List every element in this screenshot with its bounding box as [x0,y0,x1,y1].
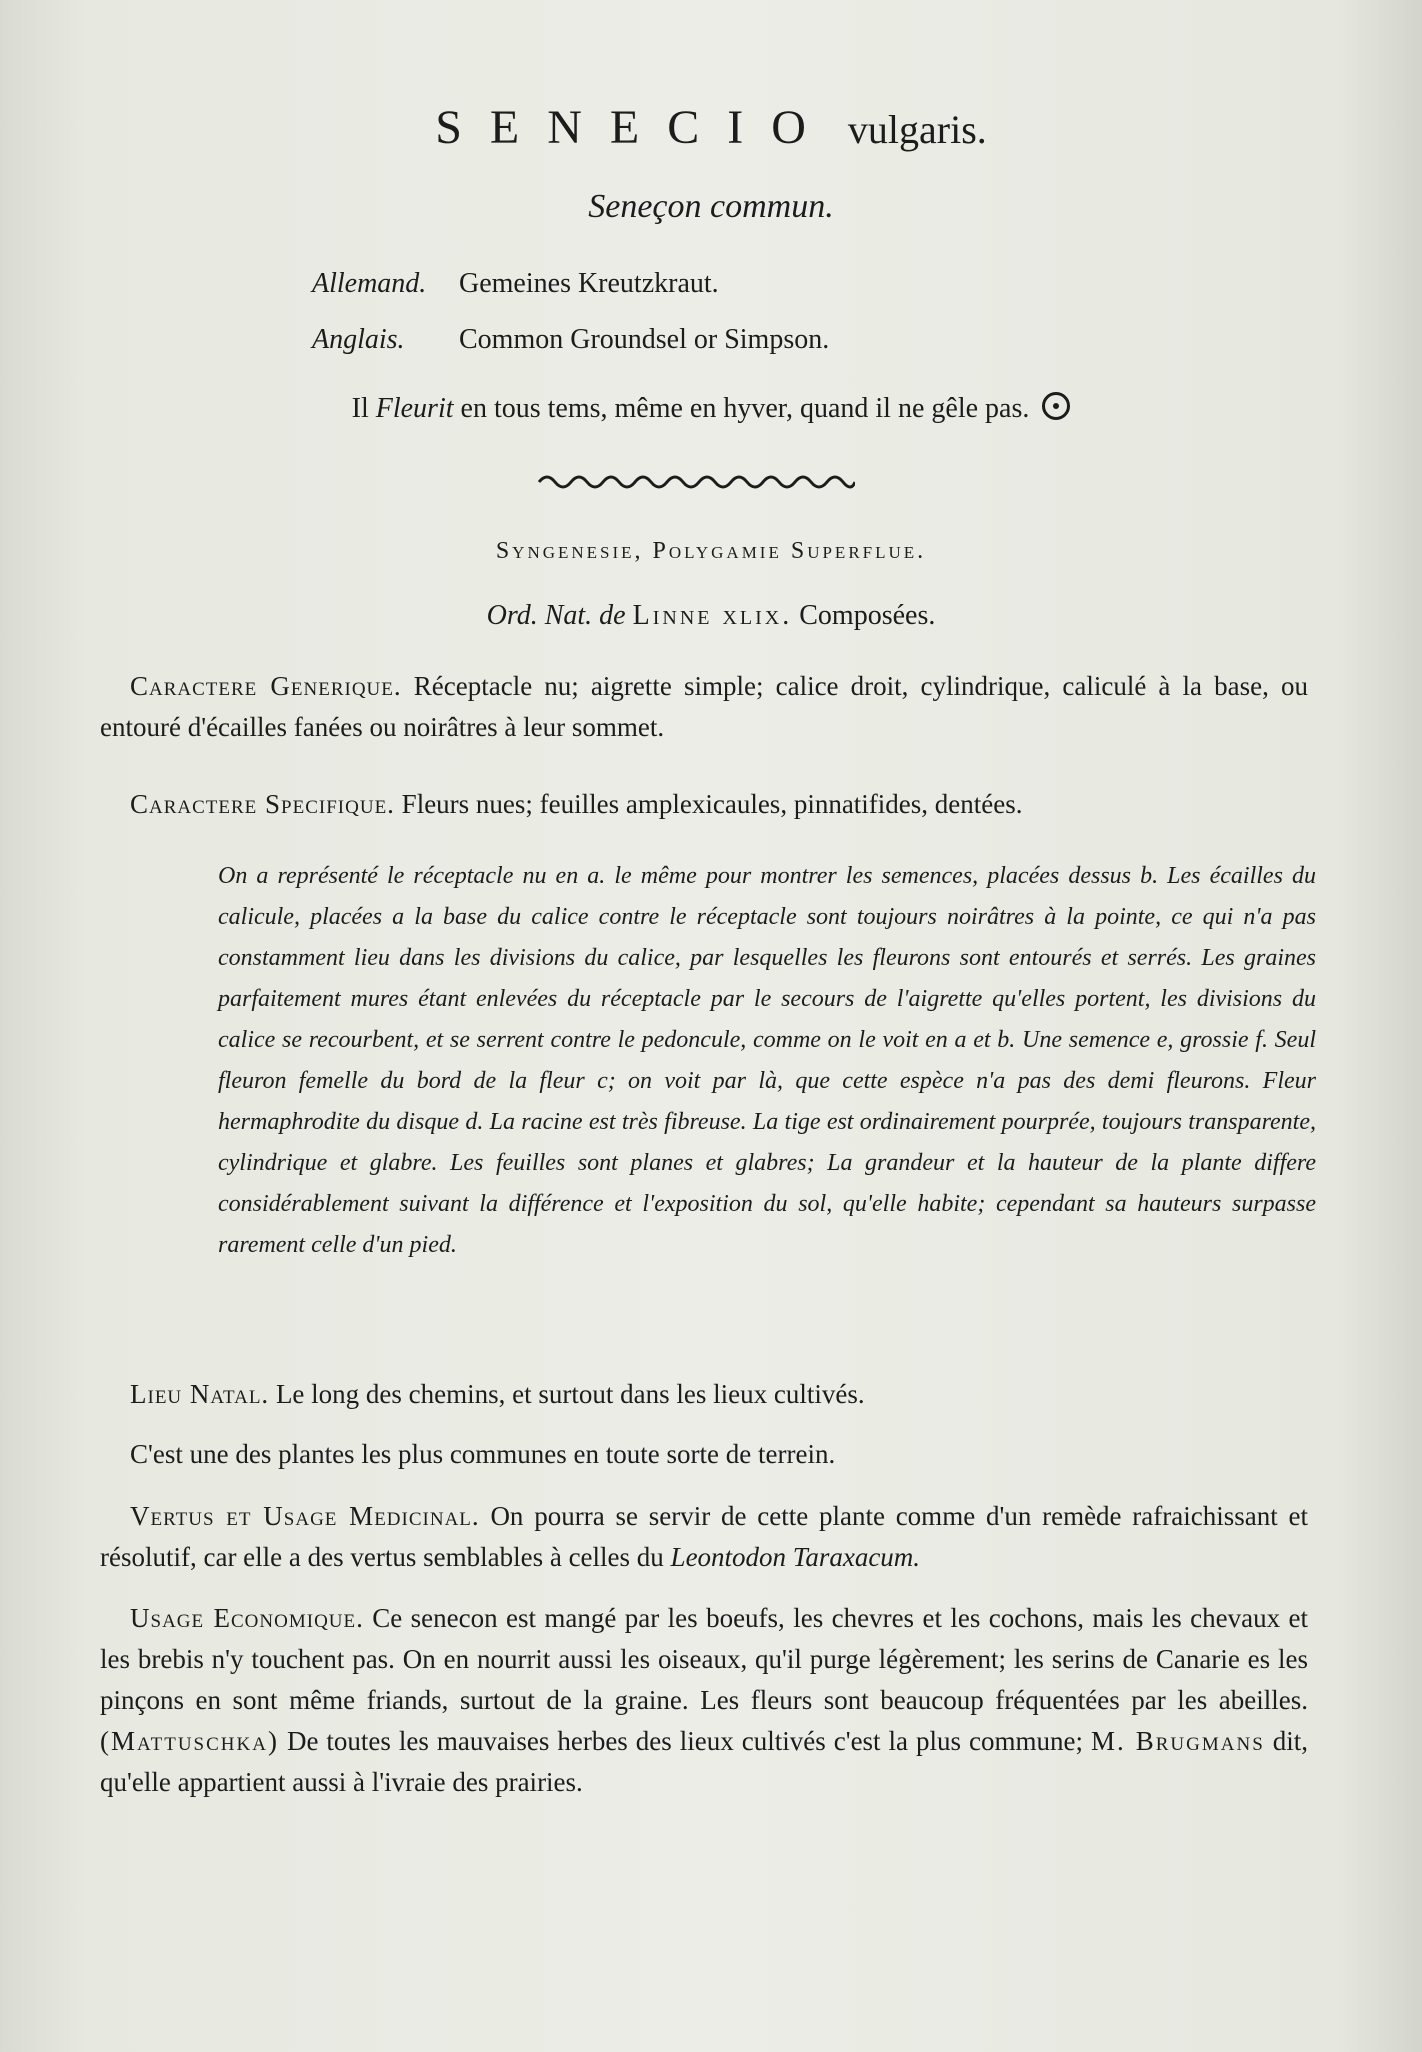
specific-character-paragraph [100,784,1308,825]
ord-label: Ord. Nat. de [486,600,626,631]
annual-circle-icon [1042,392,1070,420]
section-label: Vertus et Usage Medicinal. [130,1501,480,1531]
section-text: Fleurs nues; feuilles amplexicaules, pinnatifides, dentées. [401,789,1023,819]
generic-character-paragraph [100,666,1308,748]
economic-use-paragraph [100,1598,1308,1803]
section-label: Lieu Natal. [130,1379,270,1409]
classification-line: Syngenesie, Polygamie Superflue. [495,538,927,564]
section-text: Réceptacle nu; aigrette simple; calice droit, cylindrique, caliculé à la base, ou entouré d'écailles fanées ou noirâtres à leur sommet. [100,671,1308,742]
author-citation: M. Brugmans [1091,1726,1265,1756]
plant-reference: Leontodon Taraxacum. [670,1542,921,1572]
common-paragraph: C'est une des plantes les plus communes en toute sorte de terrein. [130,1439,836,1469]
author-citation: (Mattuschka) [100,1726,279,1756]
linne-reference: Linne xlix. [632,600,793,631]
section-label: Usage Economique. [130,1603,364,1633]
section-text: Le long des chemins, et surtout dans les lieux cultivés. [275,1379,865,1409]
flowering-verb: Fleurit [375,393,454,424]
natural-order-line [0,600,1422,632]
section-text: De toutes les mauvaises herbes des lieux cultivés c'est la plus commune; [286,1726,1083,1756]
section-text: On pourra se servir de cette plante comme d'un remède rafraichissant et résolutif, car elle a des vertus semblables à celles du [100,1501,1308,1572]
section-text: Ce senecon est mangé par les boeufs, les chevres et les cochons, mais les chevaux et les brebis n'y touchent pas. On en nourrit aussi les oiseaux, qu'il purge légèrement; les serins de Canarie es les pinçons en sont même friands, surtout de la graine. Les fleurs sont beaucoup fréquentées par les abeilles. [100,1603,1309,1715]
description-block: On a représenté le réceptacle nu en a. le même pour montrer les semences, placées dessus b. Les écailles du calicule, placées a la base du calice contre le réceptacle sont toujours noirâtres à la pointe, ce qui n'a pas constamment lieu dans les divisions du calice, par lesquelles les fleurons sont entourés et serrés. Les graines parfaitement mures étant enlevées du réceptacle par le secours de l'aigrette qu'elles portent, les divisions du calice se recourbent, et se serrent contre le pedoncule, comme on le voit en a et b. Une semence e, grossie f. Seul fleuron femelle du bord de la fleur c; on voit par là, que cette espèce n'a pas des demi fleurons. Fleur hermaphrodite du disque d. La racine est très fibreuse. La tige est ordinairement pourprée, toujours transparente, cylindrique et glabre. Les feuilles sont planes et glabres; La grandeur et la hauteur de la plante differe considérablement suivant la différence et l'exposition du sol, qu'elle habite; cependant sa hauteurs surpasse rarement celle d'un pied. [218,863,1316,1258]
vernacular-name: Gemeines Kreutzkraut. [459,268,719,299]
french-common-name: Seneçon commun. [588,188,834,225]
native-place-paragraph [100,1374,1308,1415]
family-name: Composées. [799,600,936,631]
vernacular-german [312,268,719,300]
section-text: dit, qu'elle appartient aussi à l'ivraie des prairies. [100,1726,1309,1797]
species-name: vulgaris. [847,107,987,152]
medicinal-paragraph [100,1496,1308,1578]
vernacular-english [312,324,829,356]
page-title [0,100,1422,155]
flowering-prefix: Il [351,393,369,424]
vernacular-lang: Anglais. [312,324,405,355]
flowering-line [0,392,1422,425]
ornament-divider-icon [535,472,855,492]
section-label: Caractere Specifique. [130,789,395,819]
vernacular-lang: Allemand. [312,268,427,299]
vernacular-name: Common Groundsel or Simpson. [459,324,830,355]
genus-name: SENECIO [435,101,834,154]
flowering-text: en tous tems, même en hyver, quand il ne gêle pas. [460,393,1030,424]
section-label: Caractere Generique. [130,671,402,701]
